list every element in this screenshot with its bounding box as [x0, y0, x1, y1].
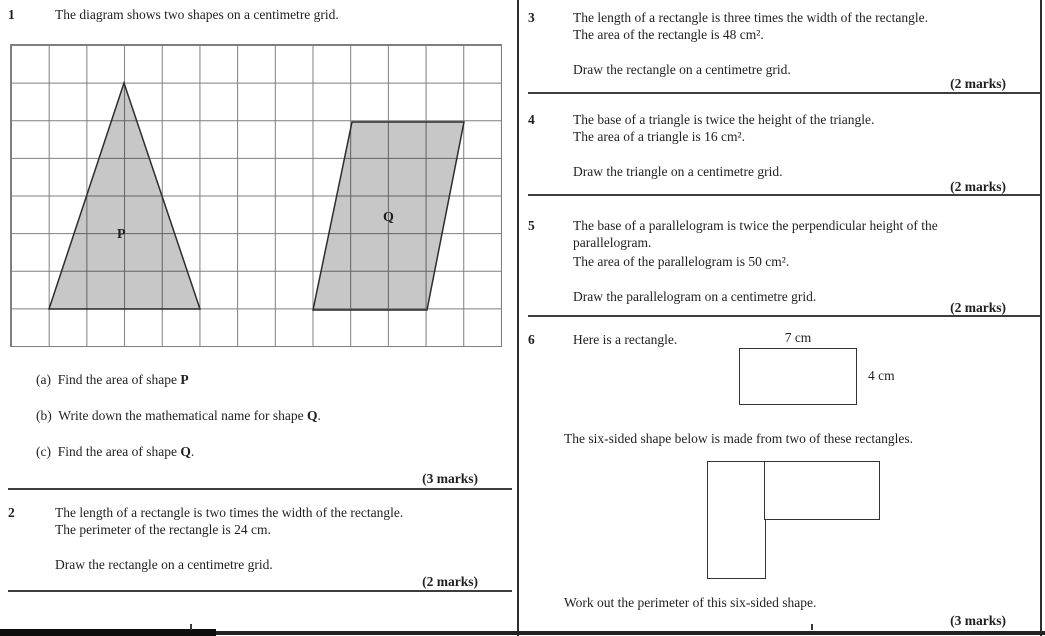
question-4-line2: The area of a triangle is 16 cm². [573, 129, 745, 144]
question-3-marks: (2 marks) [950, 76, 1006, 91]
part-a-shape-ref: P [180, 372, 189, 387]
part-c-shape-ref: Q [180, 444, 191, 459]
question-6-middle-text: The six-sided shape below is made from two of these rectangles. [564, 431, 914, 446]
rectangle-height-label: 4 cm [868, 368, 895, 383]
question-2-marks: (2 marks) [422, 574, 478, 589]
question-2-line1: The length of a rectangle is two times the width of the rectangle. [55, 505, 404, 520]
question-2-line2: The perimeter of the rectangle is 24 cm. [55, 522, 271, 537]
shape-p-triangle [49, 83, 200, 309]
part-b-suffix: . [317, 408, 321, 423]
question-2-number: 2 [8, 505, 15, 520]
question-3-rule [528, 92, 1040, 94]
question-3-instruction: Draw the rectangle on a centimetre grid. [573, 62, 791, 77]
question-5-line1: The base of a parallelogram is twice the perpendicular height of the [573, 218, 938, 233]
part-c-label: (c) [36, 444, 51, 459]
column-divider-line [517, 0, 519, 636]
part-c-suffix: . [190, 444, 195, 459]
shape-p-label: P [117, 227, 126, 242]
question-6-instruction: Work out the perimeter of this six-sided shape. [564, 595, 817, 610]
question-1-part-c [36, 444, 194, 460]
question-3-number: 3 [528, 10, 535, 25]
next-row-tick-left [190, 624, 192, 630]
question-6-marks: (3 marks) [950, 613, 1006, 628]
question-4-rule [528, 194, 1040, 196]
shape-q-label: Q [383, 210, 394, 225]
l-shape-horizontal-rectangle [764, 461, 880, 520]
question-1-part-a [36, 372, 189, 388]
part-a-label: (a) [36, 372, 51, 387]
question-1-rule [8, 488, 512, 490]
part-b-shape-ref: Q [307, 408, 318, 423]
question-5-number: 5 [528, 218, 535, 233]
part-a-text: Find the area of shape [57, 372, 181, 387]
question-5-marks: (2 marks) [950, 300, 1006, 315]
question-2-instruction: Draw the rectangle on a centimetre grid. [55, 557, 273, 572]
rectangle-width-label: 7 cm [784, 330, 812, 345]
question-5-line3: The area of the parallelogram is 50 cm². [573, 254, 790, 269]
part-c-text: Find the area of shape [57, 444, 181, 459]
question-4-line1: The base of a triangle is twice the height of the triangle. [573, 112, 875, 127]
part-b-label: (b) [36, 408, 52, 423]
question-4-number: 4 [528, 112, 535, 127]
part-b-text: Write down the mathematical name for shape [58, 408, 308, 423]
centimetre-grid [10, 44, 502, 347]
question-1-part-b [36, 408, 321, 424]
question-5-rule [528, 315, 1040, 317]
page-bottom-border-left [0, 629, 216, 636]
question-4-instruction: Draw the triangle on a centimetre grid. [573, 164, 783, 179]
grid-shapes-canvas [11, 45, 501, 346]
question-6-number: 6 [528, 332, 535, 347]
question-4-marks: (2 marks) [950, 179, 1006, 194]
next-row-tick-right [811, 624, 813, 630]
l-shape-vertical-rectangle [707, 461, 766, 579]
question-1-number: 1 [8, 7, 15, 22]
page-right-border [1040, 0, 1042, 636]
question-1-intro: The diagram shows two shapes on a centimetre grid. [55, 7, 339, 22]
rectangle-figure [739, 348, 857, 405]
question-6-intro: Here is a rectangle. [573, 332, 678, 347]
question-2-rule [8, 590, 512, 592]
page-bottom-border-right [216, 631, 1045, 635]
question-1-marks: (3 marks) [422, 471, 478, 486]
question-3-line2: The area of the rectangle is 48 cm². [573, 27, 764, 42]
question-5-line2: parallelogram. [573, 235, 652, 250]
question-3-line1: The length of a rectangle is three times the width of the rectangle. [573, 10, 928, 25]
question-5-instruction: Draw the parallelogram on a centimetre grid. [573, 289, 817, 304]
